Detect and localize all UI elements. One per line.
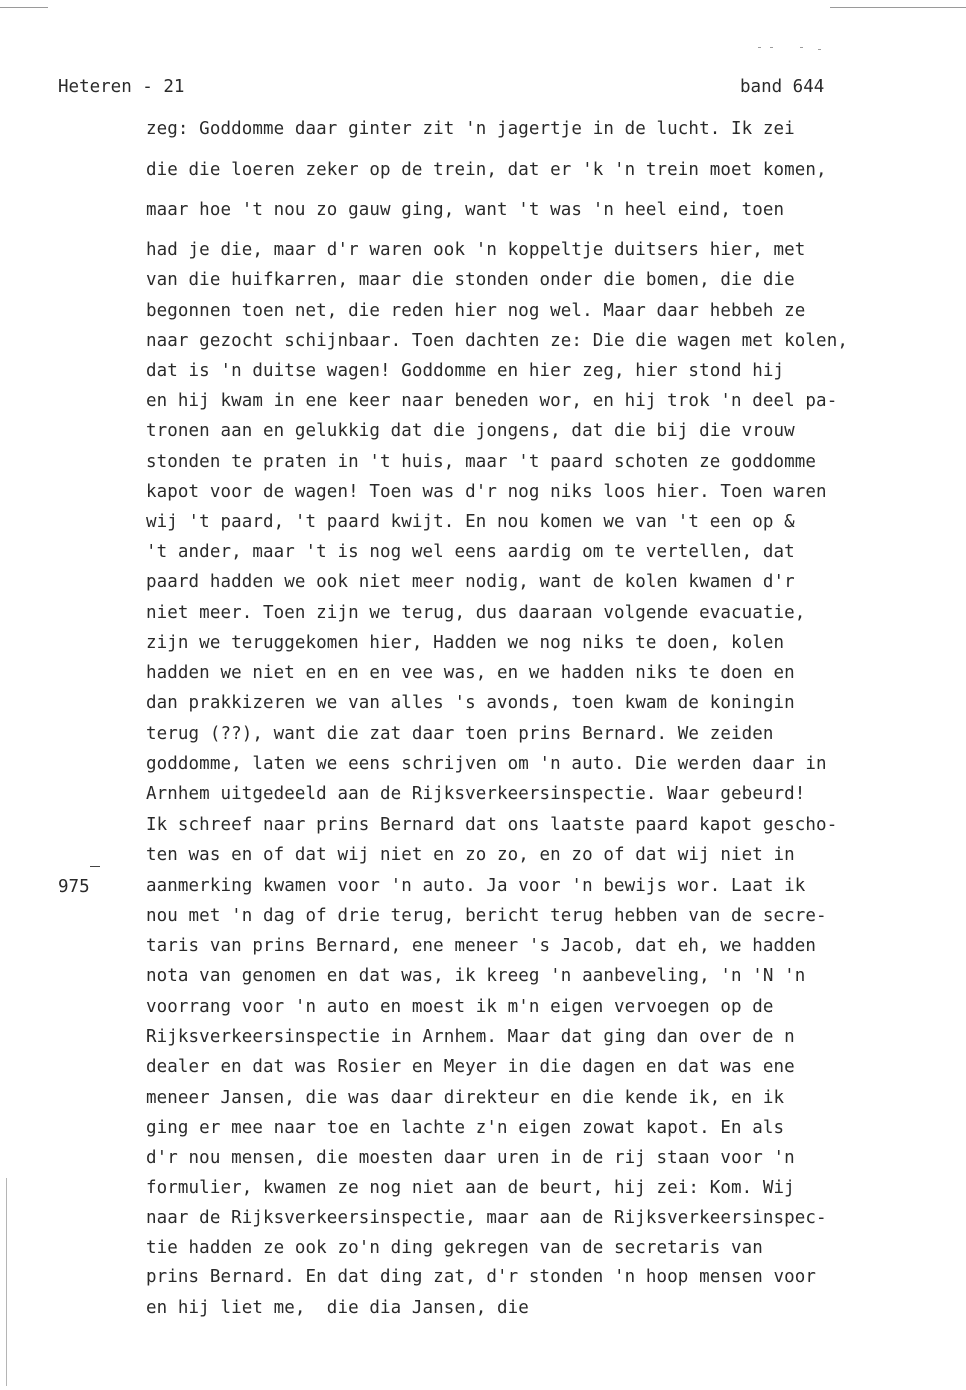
transcript-line: naar de Rijksverkeersinspectie, maar aan de Rijksverkeersinspec- [146,1208,827,1228]
transcript-line: 't ander, maar 't is nog wel eens aardig om te vertellen, dat [146,542,795,562]
transcript-line: begonnen toen net, die reden hier nog wel. Maar daar hebbeh ze [146,301,806,321]
transcript-line: maar hoe 't nou zo gauw ging, want 't was 'n heel eind, toen [146,200,785,220]
transcript-line: stonden te praten in 't huis, maar 't paard schoten ze goddomme [146,452,817,472]
transcript-line: goddomme, laten we eens schrijven om 'n auto. Die werden daar in [146,754,827,774]
scan-speck [818,49,821,50]
page-header-location: Heteren - 21 [58,77,185,97]
transcript-line: meneer Jansen, die was daar direkteur en die kende ik, en ik [146,1088,785,1108]
transcript-line: paard hadden we ook niet meer nodig, want de kolen kwamen d'r [146,572,795,592]
top-right-rule [830,7,966,8]
transcript-line: dan prakkizeren we van alles 's avonds, toen kwam de koningin [146,693,795,713]
scan-edge-mark [6,1178,7,1386]
transcript-line: Rijksverkeersinspectie in Arnhem. Maar dat ging dan over de n [146,1027,795,1047]
transcript-line: niet meer. Toen zijn we terug, dus daaraan volgende evacuatie, [146,603,806,623]
transcript-line: zijn we teruggekomen hier, Hadden we nog niks te doen, kolen [146,633,785,653]
transcript-line: aanmerking kwamen voor 'n auto. Ja voor 'n bewijs wor. Laat ik [146,876,806,896]
transcript-line: had je die, maar d'r waren ook 'n koppeltje duitsers hier, met [146,240,806,260]
transcript-line: dealer en dat was Rosier en Meyer in die dagen en dat was ene [146,1057,795,1077]
transcript-line: taris van prins Bernard, ene meneer 's Jacob, dat eh, we hadden [146,936,817,956]
transcript-line: formulier, kwamen ze nog niet aan de beurt, hij zei: Kom. Wij [146,1178,795,1198]
transcript-line: hadden we niet en en en vee was, en we hadden niks te doen en [146,663,795,683]
transcript-line: Arnhem uitgedeeld aan de Rijksverkeersinspectie. Waar gebeurd! [146,784,806,804]
transcript-line: zeg: Goddomme daar ginter zit 'n jagertje in de lucht. Ik zei [146,119,795,139]
scan-speck [770,47,773,48]
transcript-line: wij 't paard, 't paard kwijt. En nou komen we van 't een op & [146,512,795,532]
transcript-line: naar gezocht schijnbaar. Toen dachten ze: Die die wagen met kolen, [146,331,848,351]
transcript-line: tronen aan en gelukkig dat die jongens, dat die bij die vrouw [146,421,795,441]
margin-dash [90,866,100,867]
margin-line-number: 975 [58,877,90,897]
transcript-line: d'r nou mensen, die moesten daar uren in de rij staan voor 'n [146,1148,795,1168]
scan-speck [758,47,761,48]
top-left-rule [0,7,48,8]
transcript-line: tie hadden ze ook zo'n ding gekregen van de secretaris van [146,1238,763,1258]
transcript-line: en hij kwam in ene keer naar beneden wor, en hij trok 'n deel pa- [146,391,838,411]
transcript-line: en hij liet me, die dia Jansen, die [146,1298,529,1318]
transcript-line: prins Bernard. En dat ding zat, d'r stonden 'n hoop mensen voor [146,1267,817,1287]
page-header-band: band 644 [740,77,825,97]
transcript-line: ging er mee naar toe en lachte z'n eigen zowat kapot. En als [146,1118,785,1138]
transcript-line: nota van genomen en dat was, ik kreeg 'n aanbeveling, 'n 'N 'n [146,966,806,986]
scan-speck [800,47,803,48]
transcript-line: voorrang voor 'n auto en moest ik m'n eigen vervoegen op de [146,997,774,1017]
transcript-line: Ik schreef naar prins Bernard dat ons laatste paard kapot gescho- [146,815,838,835]
transcript-line: nou met 'n dag of drie terug, bericht terug hebben van de secre- [146,906,827,926]
transcript-line: kapot voor de wagen! Toen was d'r nog niks loos hier. Toen waren [146,482,827,502]
transcript-line: ten was en of dat wij niet en zo zo, en zo of dat wij niet in [146,845,795,865]
transcript-line: terug (??), want die zat daar toen prins Bernard. We zeiden [146,724,774,744]
transcript-line: die die loeren zeker op de trein, dat er 'k 'n trein moet komen, [146,160,827,180]
transcript-line: dat is 'n duitse wagen! Goddomme en hier zeg, hier stond hij [146,361,785,381]
transcript-line: van die huifkarren, maar die stonden onder die bomen, die die [146,270,795,290]
